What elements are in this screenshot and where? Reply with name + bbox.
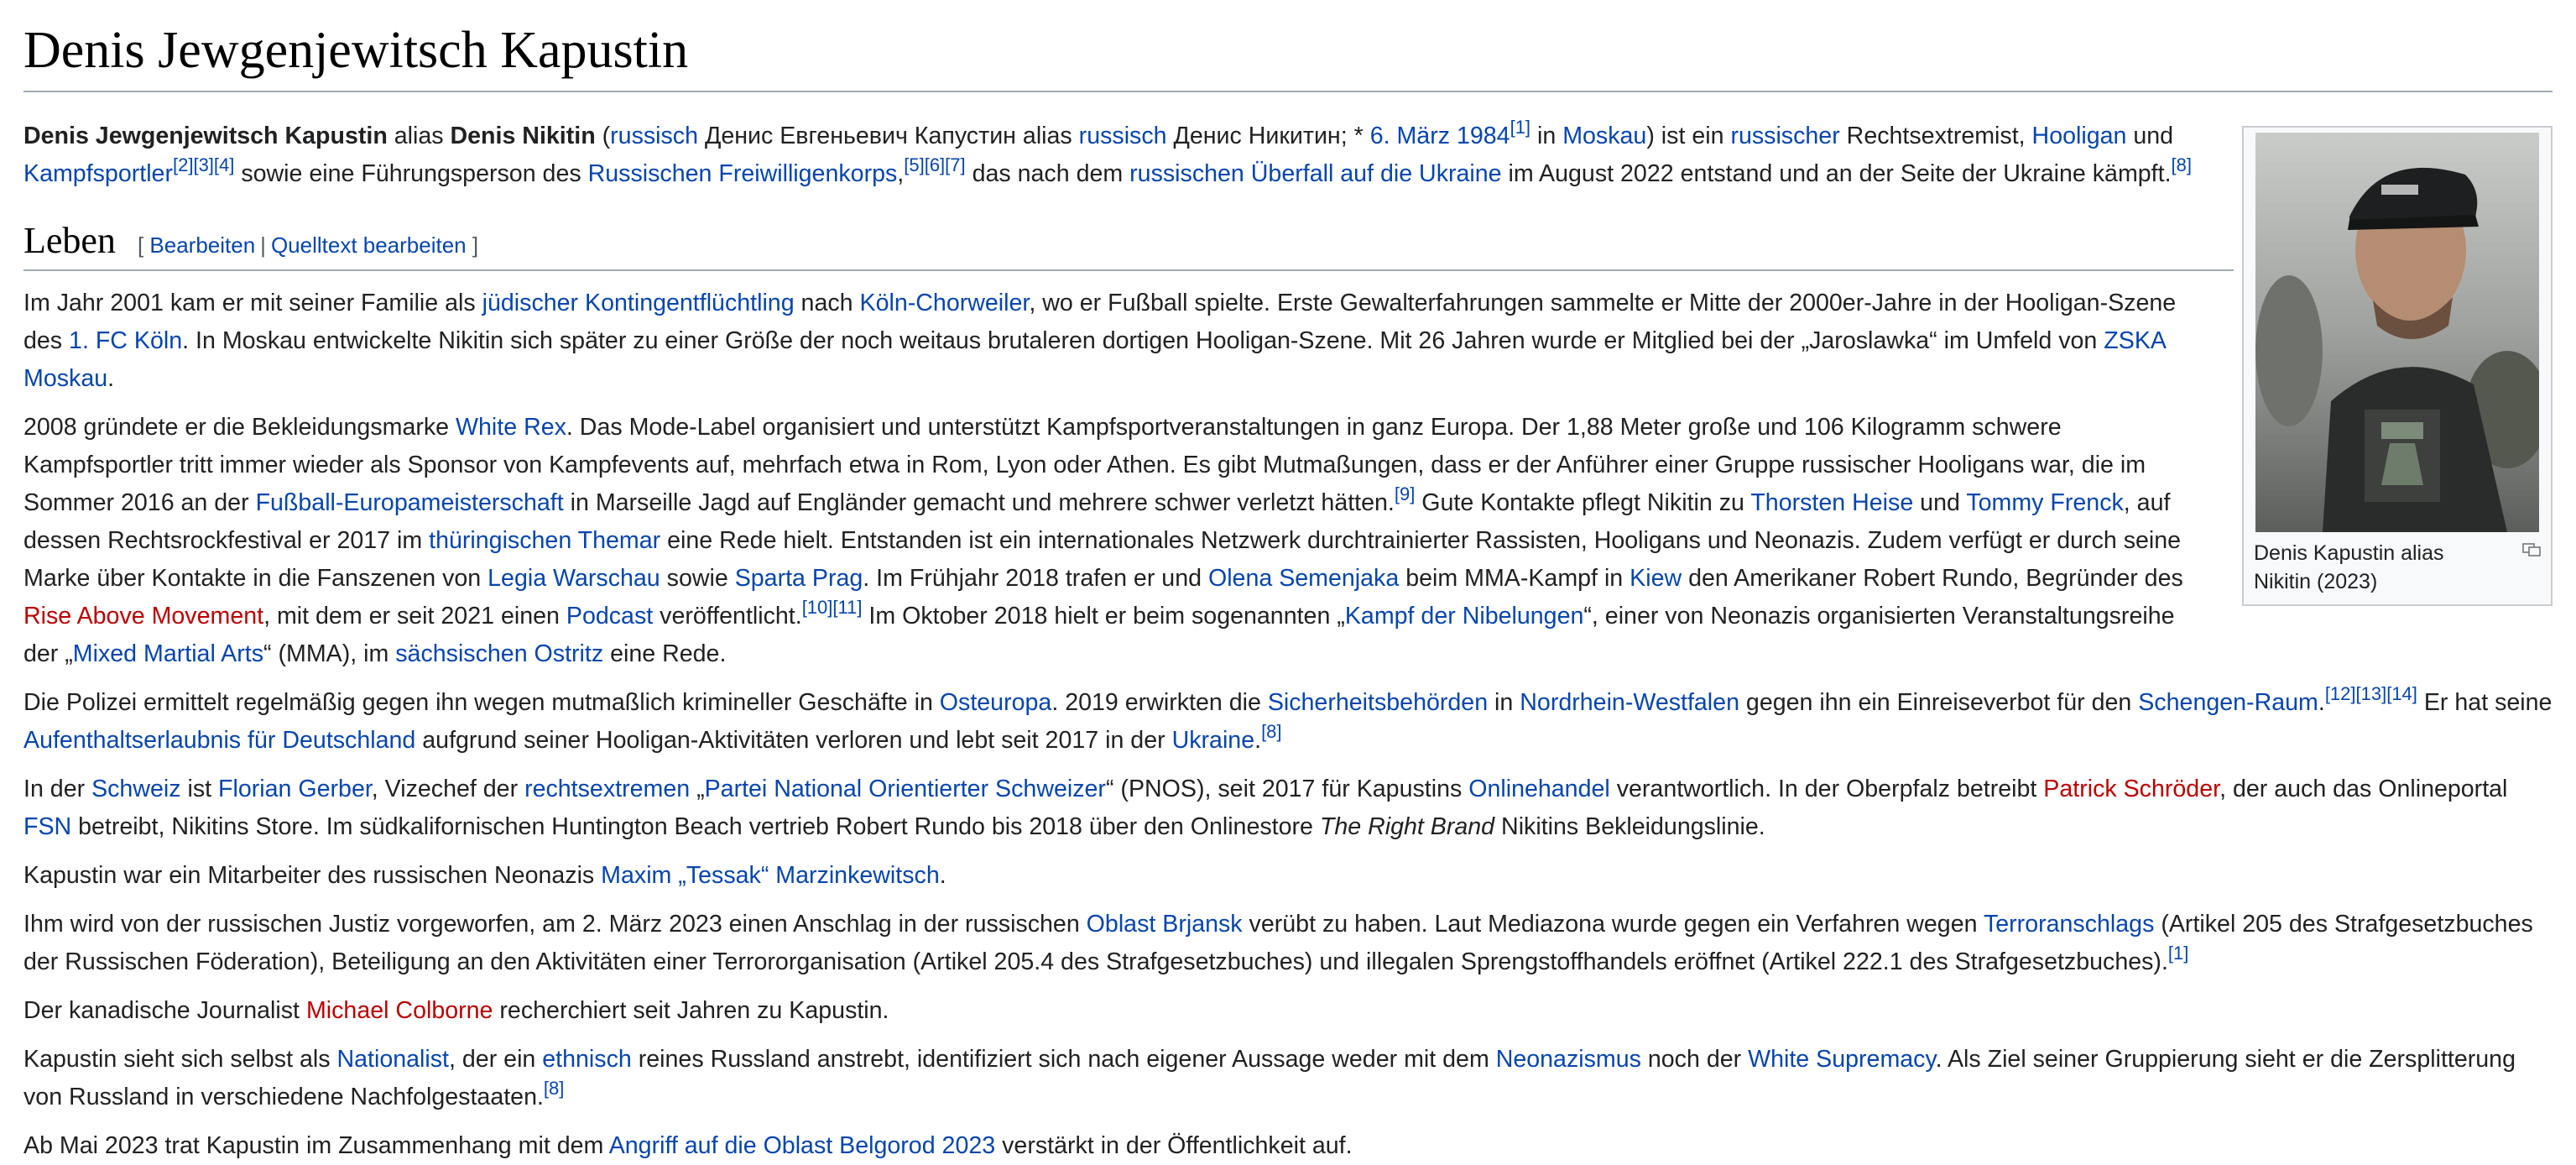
link-nationalist[interactable]: Nationalist — [336, 1045, 450, 1073]
link-thorsten-heise[interactable]: Thorsten Heise — [1750, 488, 1914, 516]
link-white-rex[interactable]: White Rex — [456, 413, 566, 441]
text: . — [939, 861, 946, 889]
link-white-supremacy[interactable]: White Supremacy — [1748, 1045, 1936, 1073]
link-kampf-der-nibelungen[interactable]: Kampf der Nibelungen — [1344, 602, 1584, 630]
link-themar[interactable]: thüringischen Themar — [429, 526, 661, 554]
link-kontingentfluechtling[interactable]: jüdischer Kontingentflüchtling — [482, 289, 795, 316]
edit-section — [138, 232, 478, 258]
link-ethnisch[interactable]: ethnisch — [542, 1045, 632, 1073]
text: (Artikel 205 des Strafgesetzbuches der Russischen Föderation), Beteiligung an den Aktivitäten einer Terrororganisation (Artikel 205.4 des Strafgesetzbuches) und illegalen Sprengstoffhandels eröffnet (Artikel 222.1 des Strafgesetzbuches). — [23, 910, 2533, 975]
text: im August 2022 entstand und an der Seite der Ukraine kämpft. — [1501, 159, 2172, 187]
paragraph-4 — [23, 771, 2553, 846]
link-tessak[interactable]: Maxim „Tessak“ Marzinkewitsch — [601, 861, 940, 889]
text: „ — [690, 775, 705, 802]
paragraph-2 — [23, 409, 2553, 673]
link-schweiz[interactable]: Schweiz — [91, 775, 181, 802]
bracket: [ — [137, 232, 144, 258]
enlarge-icon[interactable] — [2522, 542, 2541, 562]
text: Nikitins Bekleidungslinie. — [1494, 812, 1765, 840]
text: , mit dem er seit 2021 einen — [263, 602, 566, 630]
text: . Im Frühjahr 2018 trafen er und — [863, 564, 1208, 592]
text: Kapustin war ein Mitarbeiter des russischen Neonazis — [23, 861, 602, 889]
text: verantwortlich. In der Oberpfalz betreibt — [1609, 775, 2044, 802]
text: . — [1254, 726, 1262, 754]
text: recherchiert seit Jahren zu Kapustin. — [493, 996, 889, 1024]
person-photo[interactable] — [2255, 133, 2539, 532]
text: betreibt, Nikitins Store. Im südkalifornischen Huntington Beach vertrieb Robert Rundo bis 2018 über den Onlinestore — [71, 812, 1320, 840]
redlink-patrick-schroeder[interactable]: Patrick Schröder — [2043, 775, 2220, 802]
reference-link[interactable]: [10][11] — [801, 596, 863, 618]
text: verstärkt in der Öffentlichkeit auf. — [995, 1131, 1353, 1159]
link-kampfsportler[interactable]: Kampfsportler — [23, 159, 173, 187]
text: reines Russland anstrebt, identifiziert sich nach eigener Aussage weder mit dem — [631, 1045, 1496, 1073]
text: . In Moskau entwickelte Nikitin sich später zu einer Größe der noch weitaus brutaleren dortigen Hooligan-Szene. Mit 26 Jahren wurde er Mitglied bei der „Jaroslawka“ im Umfeld von — [182, 327, 2104, 354]
bold-name: Denis Jewgenjewitsch Kapustin — [23, 122, 388, 149]
link-olena-semenjaka[interactable]: Olena Semenjaka — [1207, 564, 1400, 592]
text: , — [897, 159, 905, 187]
redlink-michael-colborne[interactable]: Michael Colborne — [305, 996, 493, 1024]
reference-link[interactable]: [9] — [1394, 483, 1416, 504]
reference-link[interactable]: [5][6][7] — [904, 154, 966, 175]
paragraph-3 — [23, 684, 2553, 760]
text: Im Jahr 2001 kam er mit seiner Familie als — [23, 289, 482, 316]
paragraph-7 — [23, 992, 2553, 1030]
paragraph-6 — [23, 906, 2553, 981]
paragraph-8 — [23, 1041, 2553, 1116]
text: Die Polizei ermittelt regelmäßig gegen ihn wegen mutmaßlich krimineller Geschäfte in — [23, 688, 940, 716]
link-terroranschlag[interactable]: Terroranschlags — [1983, 910, 2155, 938]
redlink-rise-above-movement[interactable]: Rise Above Movement — [23, 602, 264, 630]
edit-source-link[interactable]: Quelltext bearbeiten — [270, 232, 467, 258]
text: “, einer von Neonazis organisierten Veranstaltungsreihe der „ — [23, 602, 2175, 667]
reference-link[interactable]: [8] — [1261, 720, 1282, 742]
link-freiwilligenkorps[interactable]: Russischen Freiwilligenkorps — [587, 159, 898, 187]
text: das nach dem — [965, 159, 1130, 187]
text: “ (PNOS), seit 2017 für Kapustins — [1105, 775, 1469, 802]
person-photo-icon — [2255, 133, 2539, 532]
link-florian-gerber[interactable]: Florian Gerber — [218, 775, 372, 802]
link-sicherheitsbehoerden[interactable]: Sicherheitsbehörden — [1267, 688, 1489, 716]
text: eine Rede hielt. Entstanden ist ein internationales Netzwerk durchtrainierter Rassisten, Hooligans und Neonazis. Zudem verfügt er durch seine Marke über Kontakte in die Fanszenen von — [23, 526, 2182, 592]
link-hooligan[interactable]: Hooligan — [2031, 122, 2127, 149]
bold-alias: Denis Nikitin — [450, 122, 596, 149]
edit-link[interactable]: Bearbeiten — [149, 232, 256, 258]
text: Денис Евгеньевич Капустин alias — [698, 122, 1079, 149]
text: Der kanadische Journalist — [23, 996, 306, 1024]
text: ( — [595, 122, 611, 149]
link-moskau[interactable]: Moskau — [1562, 122, 1647, 149]
text: alias — [387, 122, 451, 149]
text: 2008 gründete er die Bekleidungsmarke — [23, 413, 456, 441]
reference-link[interactable]: [2][3][4] — [173, 154, 235, 175]
link-oblast-brjansk[interactable]: Oblast Brjansk — [1086, 910, 1243, 938]
link-angriff-belgorod[interactable]: Angriff auf die Oblast Belgorod 2023 — [608, 1131, 996, 1159]
text: Gute Kontakte pflegt Nikitin zu — [1415, 488, 1751, 516]
link-zska-moskau[interactable]: ZSKA Moskau — [23, 327, 2166, 392]
text: Kapustin sieht sich selbst als — [23, 1045, 337, 1073]
section-heading-leben — [23, 217, 2234, 271]
link-schengen[interactable]: Schengen-Raum — [2138, 688, 2318, 716]
link-russisch-2[interactable]: russisch — [1078, 122, 1167, 149]
text: , der ein — [449, 1045, 543, 1073]
page-title: Denis Jewgenjewitsch Kapustin — [23, 12, 2553, 92]
italic-brand: The Right Brand — [1319, 812, 1495, 840]
link-neonazismus[interactable]: Neonazismus — [1495, 1045, 1641, 1073]
bracket: ] — [472, 232, 479, 258]
link-mixed-martial-arts[interactable]: Mixed Martial Arts — [72, 640, 264, 667]
text: in — [1530, 122, 1563, 149]
link-kiew[interactable]: Kiew — [1630, 564, 1682, 592]
text: , wo er Fußball spielte. Erste Gewalterfahrungen sammelte er Mitte der 2000er-Jahre in der Hooligan-Szene des — [23, 289, 2177, 354]
paragraph-1 — [23, 285, 2553, 398]
link-nrw[interactable]: Nordrhein-Westfalen — [1520, 688, 1739, 716]
reference-link[interactable]: [12][13][14] — [2324, 682, 2417, 704]
text: . 2019 erwirkten die — [1051, 688, 1268, 716]
text: , Vizechef der — [371, 775, 525, 802]
link-legia-warschau[interactable]: Legia Warschau — [488, 564, 660, 592]
text: Rechtsextremist, — [1839, 122, 2032, 149]
text: , der auch das Onlineportal — [2219, 775, 2508, 802]
link-podcast[interactable]: Podcast — [566, 602, 654, 630]
section-title: Leben — [23, 219, 116, 261]
link-fussball-em[interactable]: Fußball-Europameisterschaft — [255, 488, 564, 516]
text: Er hat seine — [2417, 688, 2553, 716]
reference-link[interactable]: [1] — [2167, 942, 2189, 964]
text: Ab Mai 2023 trat Kapustin im Zusammenhang mit dem — [23, 1131, 609, 1159]
text: sowie — [660, 564, 735, 592]
link-fsn[interactable]: FSN — [23, 812, 72, 840]
text: beim MMA-Kampf in — [1399, 564, 1630, 592]
link-pnos[interactable]: Partei National Orientierter Schweizer — [704, 775, 1106, 802]
text: verübt zu haben. Laut Mediazona wurde gegen ein Verfahren wegen — [1242, 910, 1984, 938]
text: in — [1488, 688, 1520, 716]
link-aufenthaltserlaubnis[interactable]: Aufenthaltserlaubnis für Deutschland — [23, 726, 416, 754]
link-birthdate[interactable]: 6. März 1984 — [1369, 122, 1510, 149]
text: . — [107, 364, 115, 392]
text: veröffentlicht. — [653, 602, 802, 630]
paragraph-5 — [23, 857, 2553, 895]
link-russischer[interactable]: russischer — [1730, 122, 1840, 149]
text: noch der — [1640, 1045, 1749, 1073]
divider: | — [260, 232, 266, 258]
link-tommy-frenck[interactable]: Tommy Frenck — [1966, 488, 2124, 516]
link-koeln-chorweiler[interactable]: Köln-Chorweiler — [859, 289, 1030, 316]
link-ostritz[interactable]: sächsischen Ostritz — [395, 640, 604, 667]
link-sparta-prag[interactable]: Sparta Prag — [734, 564, 863, 592]
text: ist — [180, 775, 219, 802]
link-russisch[interactable]: russisch — [610, 122, 699, 149]
text: “ (MMA), im — [263, 640, 396, 667]
text: In der — [23, 775, 92, 802]
infobox-caption: Denis Kapustin alias Nikitin (2023) — [2254, 541, 2444, 593]
reference-link[interactable]: [1] — [1510, 116, 1531, 138]
link-onlinehandel[interactable]: Onlinehandel — [1468, 775, 1610, 802]
text: Im Oktober 2018 hielt er beim sogenannten „ — [862, 602, 1345, 630]
article-body — [23, 118, 2553, 1165]
reference-link[interactable]: [8] — [2171, 154, 2192, 175]
text: Денис Никитин; * — [1166, 122, 1370, 149]
link-ueberfall-ukraine[interactable]: russischen Überfall auf die Ukraine — [1129, 159, 1502, 187]
text: . Als Ziel seiner Gruppierung sieht er die Zersplitterung von Russland in verschiedene Nachfolgestaaten. — [23, 1045, 2516, 1110]
text: den Amerikaner Robert Rundo, Begründer des — [1682, 564, 2183, 592]
text: nach — [794, 289, 860, 316]
link-fc-koeln[interactable]: 1. FC Köln — [69, 327, 183, 354]
reference-link[interactable]: [8] — [543, 1077, 565, 1099]
text: . Das Mode-Label organisiert und unterstützt Kampfsportveranstaltungen in ganz Europa. Der 1,88 Meter große und 106 Kilogramm schwere Kampfsportler tritt immer wieder als Sponsor von Kampfevents auf, mehrfach etwa in Rom, Lyon oder Athen. Es gibt Mutmaßungen, dass er der Anführer einer Gruppe russischer Hooligans war, die im Sommer 2016 an der — [23, 413, 2146, 516]
text: ) ist ein — [1646, 122, 1731, 149]
text: , auf dessen Rechtsrockfestival er 2017 im — [23, 488, 2171, 554]
text: in Marseille Jagd auf Engländer gemacht und mehrere schwer verletzt hätten. — [563, 488, 1395, 516]
link-rechtsextrem[interactable]: rechtsextremen — [524, 775, 691, 802]
intro-paragraph — [23, 118, 2553, 193]
text: aufgrund seiner Hooligan-Aktivitäten verloren und lebt seit 2017 in der — [415, 726, 1172, 754]
text: sowie eine Führungsperson des — [234, 159, 588, 187]
infobox — [2242, 126, 2553, 606]
text: . — [2318, 688, 2325, 716]
text: eine Rede. — [603, 640, 727, 667]
text: und — [1913, 488, 1967, 516]
link-ukraine[interactable]: Ukraine — [1171, 726, 1255, 754]
paragraph-9 — [23, 1127, 2553, 1165]
text: gegen ihn ein Einreiseverbot für den — [1739, 688, 2139, 716]
infobox-caption-row — [2249, 532, 2546, 599]
link-osteuropa[interactable]: Osteuropa — [939, 688, 1052, 716]
text: Ihm wird von der russischen Justiz vorgeworfen, am 2. März 2023 einen Anschlag in der russischen — [23, 910, 1087, 938]
text: und — [2126, 122, 2174, 149]
